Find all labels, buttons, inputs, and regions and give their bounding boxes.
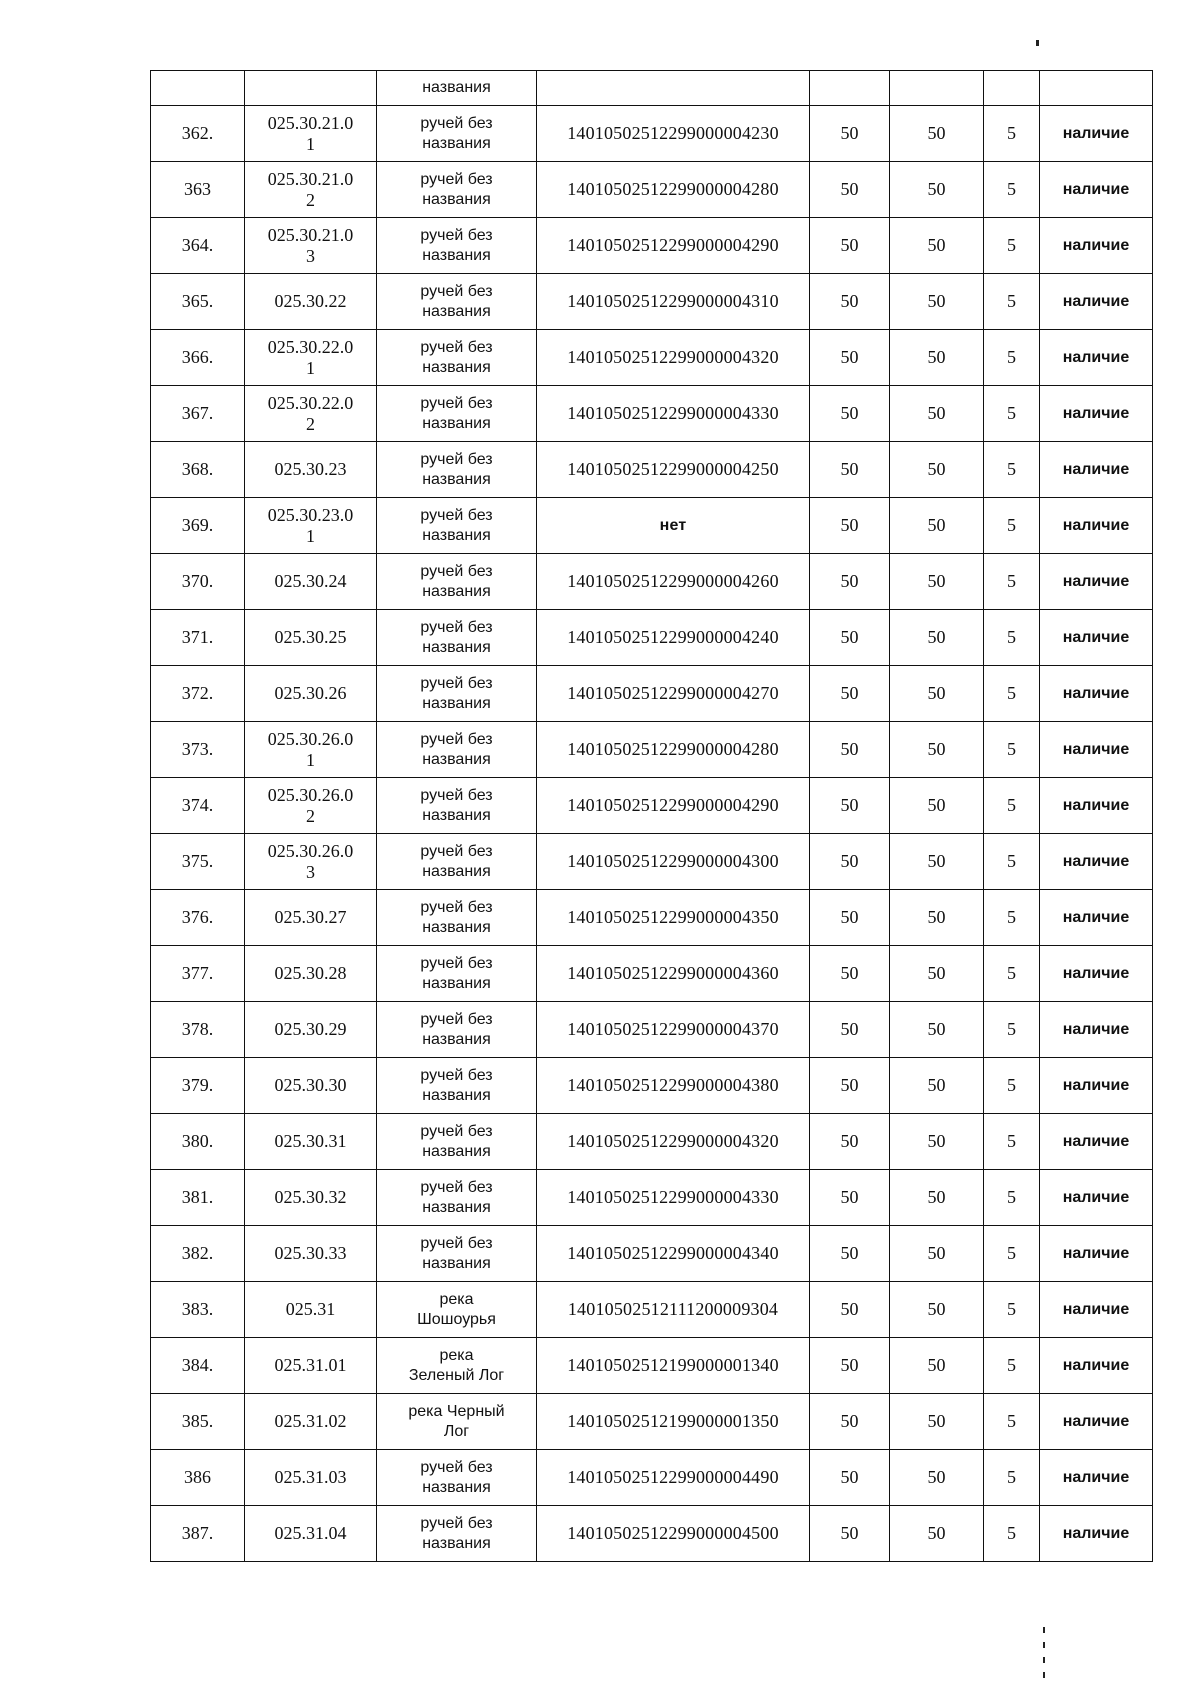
width-3-cell: 5: [984, 946, 1040, 1002]
status-cell: наличие: [1040, 274, 1153, 330]
status-cell: наличие: [1040, 106, 1153, 162]
water-name-cell: ручей без названия: [377, 722, 537, 778]
water-code-cell: 025.30.26.0 1: [245, 722, 377, 778]
water-name-cell: река Зеленый Лог: [377, 1338, 537, 1394]
water-code-cell: 025.30.21.0 2: [245, 162, 377, 218]
registry-code-cell: нет: [537, 498, 810, 554]
width-2-cell: 50: [890, 498, 984, 554]
width-1-cell: 50: [810, 386, 890, 442]
width-1-cell: 50: [810, 330, 890, 386]
water-code-cell: 025.30.28: [245, 946, 377, 1002]
row-number-cell: 363: [151, 162, 245, 218]
registry-code-cell: 14010502512299000004320: [537, 330, 810, 386]
width-2-cell: 50: [890, 442, 984, 498]
registry-code-cell: 14010502512299000004280: [537, 722, 810, 778]
table-row: [151, 1338, 1153, 1394]
status-cell: наличие: [1040, 1170, 1153, 1226]
row-number-cell: 372.: [151, 666, 245, 722]
table-row: [151, 498, 1153, 554]
width-3-cell: 5: [984, 1002, 1040, 1058]
table-cell: [245, 71, 377, 106]
registry-code-cell: 14010502512299000004350: [537, 890, 810, 946]
width-3-cell: 5: [984, 554, 1040, 610]
water-name-cell: ручей без названия: [377, 1506, 537, 1562]
water-code-cell: 025.30.30: [245, 1058, 377, 1114]
water-name-cell: ручей без названия: [377, 274, 537, 330]
water-name-cell: ручей без названия: [377, 386, 537, 442]
width-3-cell: 5: [984, 1282, 1040, 1338]
status-cell: наличие: [1040, 890, 1153, 946]
water-name-cell: ручей без названия: [377, 106, 537, 162]
water-code-cell: 025.31.01: [245, 1338, 377, 1394]
width-1-cell: 50: [810, 722, 890, 778]
registry-code-cell: 14010502512299000004380: [537, 1058, 810, 1114]
width-2-cell: 50: [890, 666, 984, 722]
status-cell: наличие: [1040, 946, 1153, 1002]
table-row: [151, 1114, 1153, 1170]
status-cell: наличие: [1040, 778, 1153, 834]
row-number-cell: 366.: [151, 330, 245, 386]
width-1-cell: 50: [810, 778, 890, 834]
width-2-cell: 50: [890, 1506, 984, 1562]
status-cell: наличие: [1040, 1058, 1153, 1114]
width-1-cell: 50: [810, 274, 890, 330]
status-cell: наличие: [1040, 1450, 1153, 1506]
water-code-cell: 025.30.31: [245, 1114, 377, 1170]
width-1-cell: 50: [810, 666, 890, 722]
width-1-cell: 50: [810, 1282, 890, 1338]
water-code-cell: 025.30.29: [245, 1002, 377, 1058]
width-3-cell: 5: [984, 1338, 1040, 1394]
water-name-cell: река Шошоурья: [377, 1282, 537, 1338]
registry-code-cell: 14010502512299000004280: [537, 162, 810, 218]
width-1-cell: 50: [810, 610, 890, 666]
status-cell: наличие: [1040, 1114, 1153, 1170]
status-cell: наличие: [1040, 1394, 1153, 1450]
registry-code-cell: 14010502512299000004340: [537, 1226, 810, 1282]
water-name-cell: ручей без названия: [377, 1058, 537, 1114]
status-cell: наличие: [1040, 162, 1153, 218]
water-name-cell: ручей без названия: [377, 330, 537, 386]
width-1-cell: 50: [810, 1506, 890, 1562]
width-3-cell: 5: [984, 106, 1040, 162]
width-1-cell: 50: [810, 442, 890, 498]
water-code-cell: 025.30.22.0 1: [245, 330, 377, 386]
width-3-cell: 5: [984, 1058, 1040, 1114]
status-cell: наличие: [1040, 330, 1153, 386]
registry-code-cell: 14010502512299000004250: [537, 442, 810, 498]
width-1-cell: 50: [810, 218, 890, 274]
table-body: [151, 71, 1153, 1562]
width-2-cell: 50: [890, 834, 984, 890]
water-code-cell: 025.30.22.0 2: [245, 386, 377, 442]
width-2-cell: 50: [890, 1394, 984, 1450]
table-row: [151, 1394, 1153, 1450]
water-name-cell: ручей без названия: [377, 498, 537, 554]
registry-code-cell: 14010502512299000004290: [537, 218, 810, 274]
row-number-cell: 376.: [151, 890, 245, 946]
registry-code-cell: 14010502512299000004330: [537, 386, 810, 442]
row-number-cell: 373.: [151, 722, 245, 778]
water-name-cell: ручей без названия: [377, 778, 537, 834]
water-name-cell: ручей без названия: [377, 1450, 537, 1506]
registry-code-cell: 14010502512199000001350: [537, 1394, 810, 1450]
table-row: [151, 1506, 1153, 1562]
water-code-cell: 025.31.02: [245, 1394, 377, 1450]
water-code-cell: 025.31.04: [245, 1506, 377, 1562]
width-3-cell: 5: [984, 1114, 1040, 1170]
water-code-cell: 025.30.26.0 2: [245, 778, 377, 834]
table-row: [151, 666, 1153, 722]
registry-code-cell: 14010502512299000004320: [537, 1114, 810, 1170]
width-1-cell: 50: [810, 554, 890, 610]
water-code-cell: 025.30.32: [245, 1170, 377, 1226]
table-row: [151, 1226, 1153, 1282]
row-number-cell: 384.: [151, 1338, 245, 1394]
registry-code-cell: 14010502512299000004290: [537, 778, 810, 834]
width-3-cell: 5: [984, 722, 1040, 778]
registry-code-cell: 14010502512299000004230: [537, 106, 810, 162]
status-cell: наличие: [1040, 610, 1153, 666]
table-row: [151, 274, 1153, 330]
water-name-cell: ручей без названия: [377, 1114, 537, 1170]
width-1-cell: 50: [810, 1170, 890, 1226]
row-number-cell: 364.: [151, 218, 245, 274]
width-2-cell: 50: [890, 890, 984, 946]
table-row: [151, 722, 1153, 778]
width-2-cell: 50: [890, 1170, 984, 1226]
width-3-cell: 5: [984, 1506, 1040, 1562]
status-cell: наличие: [1040, 1506, 1153, 1562]
table-cell: [810, 71, 890, 106]
width-2-cell: 50: [890, 106, 984, 162]
table-cell: [984, 71, 1040, 106]
width-1-cell: 50: [810, 1002, 890, 1058]
water-bodies-table: [150, 70, 1153, 1562]
registry-code-cell: 14010502512299000004260: [537, 554, 810, 610]
water-code-cell: 025.30.25: [245, 610, 377, 666]
width-1-cell: 50: [810, 106, 890, 162]
width-3-cell: 5: [984, 218, 1040, 274]
width-3-cell: 5: [984, 1170, 1040, 1226]
water-code-cell: 025.30.26: [245, 666, 377, 722]
status-cell: наличие: [1040, 1002, 1153, 1058]
table-row: [151, 442, 1153, 498]
status-cell: наличие: [1040, 834, 1153, 890]
width-3-cell: 5: [984, 834, 1040, 890]
water-name-cell: ручей без названия: [377, 946, 537, 1002]
water-name-cell: ручей без названия: [377, 834, 537, 890]
table-row: [151, 1002, 1153, 1058]
row-number-cell: 369.: [151, 498, 245, 554]
table-row: [151, 1170, 1153, 1226]
width-3-cell: 5: [984, 666, 1040, 722]
status-cell: наличие: [1040, 722, 1153, 778]
water-name-cell: ручей без названия: [377, 1226, 537, 1282]
row-number-cell: 385.: [151, 1394, 245, 1450]
status-cell: наличие: [1040, 1226, 1153, 1282]
water-name-cell: ручей без названия: [377, 1002, 537, 1058]
width-2-cell: 50: [890, 330, 984, 386]
water-name-cell: река Черный Лог: [377, 1394, 537, 1450]
row-number-cell: 386: [151, 1450, 245, 1506]
row-number-cell: 383.: [151, 1282, 245, 1338]
row-number-cell: 367.: [151, 386, 245, 442]
registry-code-cell: 14010502512111200009304: [537, 1282, 810, 1338]
row-number-cell: 387.: [151, 1506, 245, 1562]
status-cell: наличие: [1040, 554, 1153, 610]
width-3-cell: 5: [984, 274, 1040, 330]
width-2-cell: 50: [890, 610, 984, 666]
row-number-cell: 379.: [151, 1058, 245, 1114]
row-number-cell: 370.: [151, 554, 245, 610]
width-1-cell: 50: [810, 1338, 890, 1394]
table-row: [151, 778, 1153, 834]
width-3-cell: 5: [984, 890, 1040, 946]
row-number-cell: 371.: [151, 610, 245, 666]
table-cell: [890, 71, 984, 106]
table-cell: [537, 71, 810, 106]
name-continuation-cell: названия: [377, 71, 537, 106]
table-row: [151, 218, 1153, 274]
table-row: [151, 610, 1153, 666]
status-cell: наличие: [1040, 218, 1153, 274]
width-2-cell: 50: [890, 1338, 984, 1394]
width-1-cell: 50: [810, 890, 890, 946]
width-2-cell: 50: [890, 1114, 984, 1170]
row-number-cell: 365.: [151, 274, 245, 330]
table-row: [151, 1058, 1153, 1114]
width-2-cell: 50: [890, 1282, 984, 1338]
table-row: [151, 106, 1153, 162]
width-1-cell: 50: [810, 1114, 890, 1170]
table-row: [151, 1450, 1153, 1506]
row-number-cell: 377.: [151, 946, 245, 1002]
width-3-cell: 5: [984, 1450, 1040, 1506]
water-name-cell: ручей без названия: [377, 610, 537, 666]
registry-code-cell: 14010502512299000004240: [537, 610, 810, 666]
table-row: [151, 386, 1153, 442]
registry-code-cell: 14010502512299000004270: [537, 666, 810, 722]
width-2-cell: 50: [890, 946, 984, 1002]
registry-code-cell: 14010502512199000001340: [537, 1338, 810, 1394]
table-row: [151, 946, 1153, 1002]
width-3-cell: 5: [984, 1394, 1040, 1450]
continued-header-row: [151, 71, 1153, 106]
width-3-cell: 5: [984, 778, 1040, 834]
registry-code-cell: 14010502512299000004500: [537, 1506, 810, 1562]
row-number-cell: 362.: [151, 106, 245, 162]
water-name-cell: ручей без названия: [377, 162, 537, 218]
registry-code-cell: 14010502512299000004360: [537, 946, 810, 1002]
width-3-cell: 5: [984, 162, 1040, 218]
row-number-cell: 382.: [151, 1226, 245, 1282]
status-cell: наличие: [1040, 1282, 1153, 1338]
registry-code-cell: 14010502512299000004310: [537, 274, 810, 330]
table-row: [151, 554, 1153, 610]
water-code-cell: 025.30.27: [245, 890, 377, 946]
water-name-cell: ручей без названия: [377, 442, 537, 498]
row-number-cell: 381.: [151, 1170, 245, 1226]
status-cell: наличие: [1040, 1338, 1153, 1394]
registry-code-cell: 14010502512299000004490: [537, 1450, 810, 1506]
water-code-cell: 025.30.21.0 1: [245, 106, 377, 162]
width-1-cell: 50: [810, 1394, 890, 1450]
table-row: [151, 834, 1153, 890]
width-1-cell: 50: [810, 1058, 890, 1114]
row-number-cell: 378.: [151, 1002, 245, 1058]
scan-mark-top: [1036, 40, 1039, 46]
width-1-cell: 50: [810, 834, 890, 890]
width-1-cell: 50: [810, 1450, 890, 1506]
table-cell: [1040, 71, 1153, 106]
water-code-cell: 025.30.24: [245, 554, 377, 610]
water-name-cell: ручей без названия: [377, 554, 537, 610]
width-2-cell: 50: [890, 778, 984, 834]
width-3-cell: 5: [984, 1226, 1040, 1282]
width-3-cell: 5: [984, 386, 1040, 442]
table-row: [151, 330, 1153, 386]
water-code-cell: 025.30.21.0 3: [245, 218, 377, 274]
width-1-cell: 50: [810, 946, 890, 1002]
table-cell: [151, 71, 245, 106]
row-number-cell: 380.: [151, 1114, 245, 1170]
width-2-cell: 50: [890, 722, 984, 778]
water-name-cell: ручей без названия: [377, 890, 537, 946]
width-2-cell: 50: [890, 1450, 984, 1506]
width-2-cell: 50: [890, 162, 984, 218]
width-2-cell: 50: [890, 1002, 984, 1058]
width-2-cell: 50: [890, 554, 984, 610]
status-cell: наличие: [1040, 666, 1153, 722]
water-name-cell: ручей без названия: [377, 1170, 537, 1226]
width-3-cell: 5: [984, 442, 1040, 498]
water-code-cell: 025.30.23: [245, 442, 377, 498]
water-code-cell: 025.31: [245, 1282, 377, 1338]
water-code-cell: 025.30.23.0 1: [245, 498, 377, 554]
water-code-cell: 025.31.03: [245, 1450, 377, 1506]
table-row: [151, 162, 1153, 218]
status-cell: наличие: [1040, 386, 1153, 442]
row-number-cell: 375.: [151, 834, 245, 890]
width-2-cell: 50: [890, 274, 984, 330]
width-2-cell: 50: [890, 386, 984, 442]
registry-code-cell: 14010502512299000004300: [537, 834, 810, 890]
water-name-cell: ручей без названия: [377, 218, 537, 274]
width-1-cell: 50: [810, 498, 890, 554]
width-1-cell: 50: [810, 162, 890, 218]
registry-code-cell: 14010502512299000004330: [537, 1170, 810, 1226]
width-3-cell: 5: [984, 610, 1040, 666]
width-2-cell: 50: [890, 1058, 984, 1114]
width-2-cell: 50: [890, 1226, 984, 1282]
water-code-cell: 025.30.22: [245, 274, 377, 330]
water-code-cell: 025.30.33: [245, 1226, 377, 1282]
scan-mark-bottom: [1042, 1627, 1046, 1687]
status-cell: наличие: [1040, 498, 1153, 554]
table-row: [151, 1282, 1153, 1338]
registry-code-cell: 14010502512299000004370: [537, 1002, 810, 1058]
width-2-cell: 50: [890, 218, 984, 274]
width-1-cell: 50: [810, 1226, 890, 1282]
water-name-cell: ручей без названия: [377, 666, 537, 722]
water-code-cell: 025.30.26.0 3: [245, 834, 377, 890]
row-number-cell: 368.: [151, 442, 245, 498]
row-number-cell: 374.: [151, 778, 245, 834]
table-row: [151, 890, 1153, 946]
status-cell: наличие: [1040, 442, 1153, 498]
width-3-cell: 5: [984, 498, 1040, 554]
width-3-cell: 5: [984, 330, 1040, 386]
